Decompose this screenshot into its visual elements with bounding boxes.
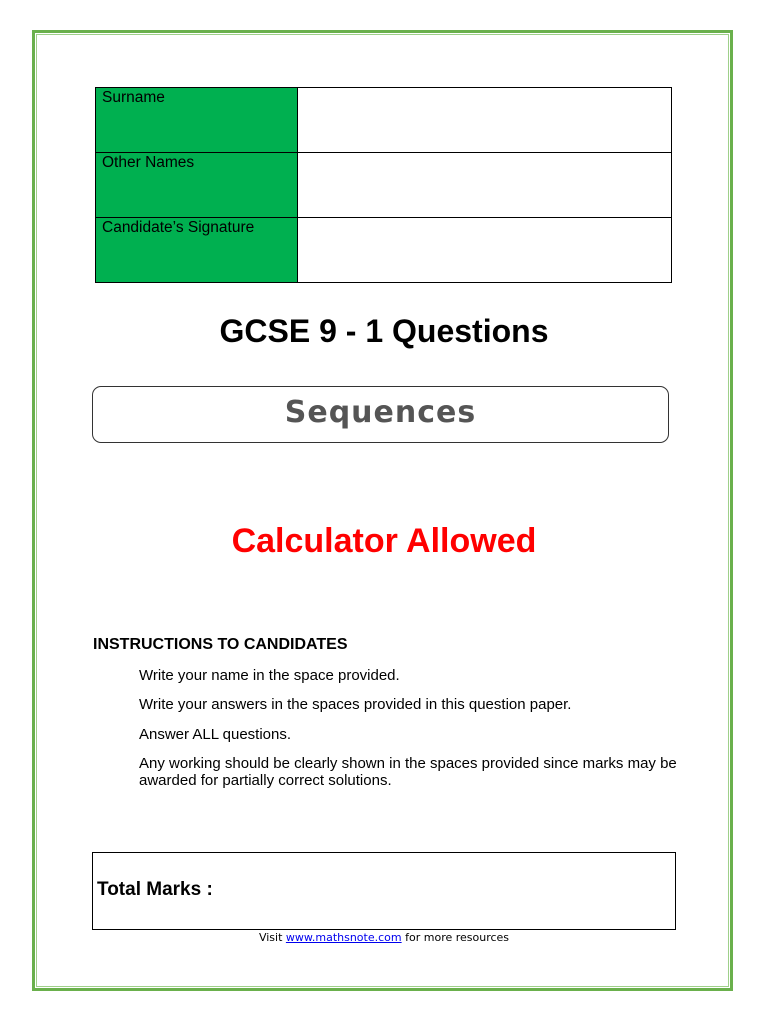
topic-title: Sequences <box>284 394 477 430</box>
instructions-heading: INSTRUCTIONS TO CANDIDATES <box>93 636 348 653</box>
surname-label: Surname <box>96 88 298 153</box>
table-row <box>96 218 672 283</box>
instruction-item: Write your name in the space provided. <box>139 667 400 684</box>
footer-prefix: Visit <box>258 931 286 944</box>
total-marks-label: Total Marks : <box>97 879 213 900</box>
other-names-field[interactable] <box>298 153 672 218</box>
topic-box <box>92 386 669 443</box>
instruction-item: Write your answers in the spaces provided in this question paper. <box>139 696 572 713</box>
footer <box>0 931 768 944</box>
page-title: GCSE 9 - 1 Questions <box>219 313 549 349</box>
signature-field[interactable] <box>298 218 672 283</box>
total-marks-box <box>92 852 676 930</box>
candidate-details-table <box>95 87 672 283</box>
signature-label: Candidate’s Signature <box>96 218 298 283</box>
instruction-item: Answer ALL questions. <box>139 726 292 743</box>
instruction-item: Any working should be clearly shown in the spaces provided since marks may be awarded for partially correct solutions. <box>139 755 677 789</box>
mathsnote-link[interactable]: www.mathsnote.com <box>285 931 402 944</box>
table-row <box>96 153 672 218</box>
footer-suffix: for more resources <box>401 931 510 944</box>
calculator-notice: Calculator Allowed <box>231 522 537 560</box>
surname-field[interactable] <box>298 88 672 153</box>
table-row <box>96 88 672 153</box>
other-names-label: Other Names <box>96 153 298 218</box>
